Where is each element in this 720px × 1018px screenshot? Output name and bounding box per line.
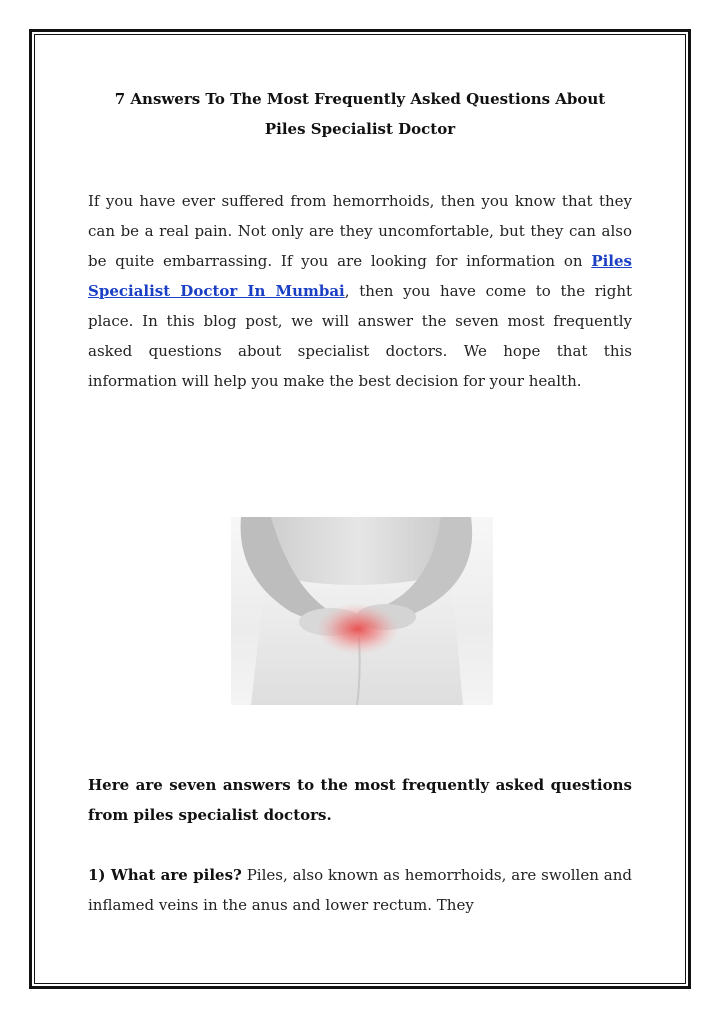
title-line-1: 7 Answers To The Most Frequently Asked Questions About [114, 90, 606, 108]
illustration-photo [231, 517, 493, 705]
question-1-label: 1) What are piles? [88, 866, 242, 884]
section-heading: Here are seven answers to the most frequently asked questions from piles specialist doctors. [88, 776, 632, 824]
question-1-text: Piles, also known as hemorrhoids, are swollen and inflamed veins in the anus and lower rectum. They [88, 866, 632, 914]
title-line-2: Piles Specialist Doctor [264, 120, 456, 138]
piles-specialist-link[interactable]: Piles Specialist Doctor In Mumbai [88, 252, 632, 300]
document-title [88, 84, 632, 144]
intro-text-part-1: If you have ever suffered from hemorrhoids, then you know that they can be a real pain. Not only are they uncomfortable, but they can also be quite embarrassing. If you are looking for information on [88, 192, 632, 270]
person-pain-illustration [231, 517, 493, 705]
intro-paragraph [88, 186, 632, 396]
question-1 [88, 860, 632, 920]
page-border-inner [34, 34, 686, 984]
intro-text-part-2: , then you have come to the right place. In this blog post, we will answer the seven most frequently asked questions about specialist doctors. We hope that this information will help you make the best decision for your health. [88, 282, 633, 390]
